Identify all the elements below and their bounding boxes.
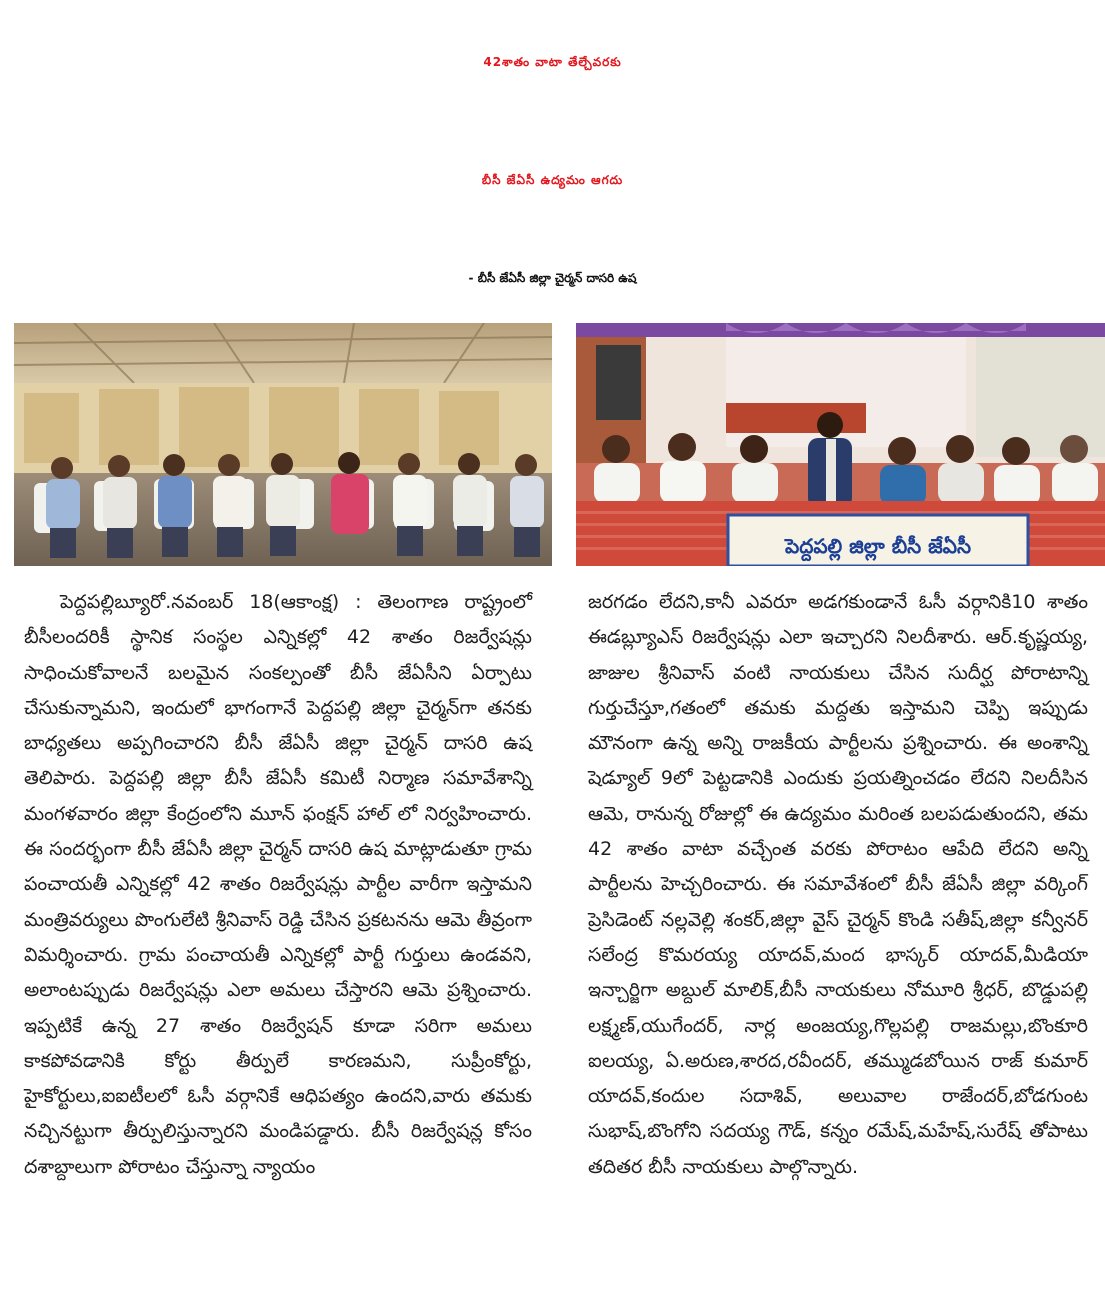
article-column-right [588, 585, 1088, 1185]
article-column-left [24, 585, 532, 1185]
headline-line-2: బీసీ జేఏసీ ఉద్యమం ఆగదు [481, 173, 624, 187]
headline-line-1: 42శాతం వాటా తేల్చేవరకు [483, 55, 622, 69]
subheadline: - బీసీ జేఏసీ జిల్లా చైర్మన్ దాసరి ఉష [468, 271, 637, 285]
audience-illustration [14, 323, 552, 566]
article-left-text: పెద్దపల్లిబ్యూరో.నవంబర్ 18(ఆకాంక్ష) : తెలంగాణ రాష్ట్రంలో బీసీలందరికీ స్థానిక సంస్థల ఎన్నికల్లో 42 శాతం రిజర్వేషన్లు సాధించుకోవాలనే బలమైన సంకల్పంతో బీసీ జేఏసీని ఏర్పాటు చేసుకున్నామని, ఇందులో భాగంగానే పెద్దపల్లి జిల్లా చైర్మన్‌గా తనకు బాధ్యతలు అప్పగించారని బీసీ జేఏసీ జిల్లా చైర్మన్ దాసరి ఉష తెలిపారు. పెద్దపల్లి జిల్లా బీసీ జేఏసీ కమిటీ నిర్మాణ సమావేశాన్ని మంగళవారం జిల్లా కేంద్రంలోని మూన్ ఫంక్షన్ హాల్ లో నిర్వహించారు. ఈ సందర్భంగా బీసీ జేఏసీ జిల్లా చైర్మన్ దాసరి ఉష మాట్లాడుతూ గ్రామ పంచాయతీ ఎన్నికల్లో 42 శాతం రిజర్వేషన్లు పార్టీల వారీగా ఇస్తామని మంత్రివర్యులు పొంగులేటి శ్రీనివాస్ రెడ్డి చేసిన ప్రకటనను ఆమె తీవ్రంగా విమర్శించారు. గ్రామ పంచాయతీ ఎన్నికల్లో పార్టీ గుర్తులు ఉండవని, అలాంటప్పుడు రిజర్వేషన్లు ఎలా అమలు చేస్తారని ఆమె ప్రశ్నించారు. ఇప్పటికే ఉన్న 27 శాతం రిజర్వేషన్ కూడా సరిగా అమలు కాకపోవడానికి కోర్టు తీర్పులే కారణమని, సుప్రీంకోర్టు, హైకోర్టులు,ఐఐటీలలో ఓసీ వర్గానికే ఆధిపత్యం ఉందని,వారు తమకు నచ్చినట్టుగా తీర్పులిస్తున్నారని మండిపడ్డారు. బీసీ రిజర్వేషన్ల కోసం దశాబ్దాలుగా పోరాటం చేస్తున్నా న్యాయం [24, 591, 532, 1178]
photo-audience [14, 323, 552, 566]
article-right-text: జరగడం లేదని,కానీ ఎవరూ అడగకుండానే ఓసీ వర్గానికి10 శాతం ఈడబ్ల్యూఎస్ రిజర్వేషన్లు ఎలా ఇచ్చారని నిలదీశారు. ఆర్.కృష్ణయ్య, జాజుల శ్రీనివాస్ వంటి నాయకులు చేసిన సుదీర్ఘ పోరాటాన్ని గుర్తుచేస్తూ,గతంలో తమకు మద్దతు ఇస్తామని చెప్పి ఇప్పుడు మౌనంగా ఉన్న అన్ని రాజకీయ పార్టీలను ప్రశ్నించారు. ఈ అంశాన్ని షెడ్యూల్ 9లో పెట్టడానికి ఎందుకు ప్రయత్నించడం లేదని నిలదీసిన ఆమె, రానున్న రోజుల్లో ఈ ఉద్యమం మరింత బలపడుతుందని, తమ 42 శాతం వాటా వచ్చేంత వరకు పోరాటం ఆపేది లేదని అన్ని పార్టీలను హెచ్చరించారు. ఈ సమావేశంలో బీసీ జేఏసీ జిల్లా వర్కింగ్ ప్రెసిడెంట్ నల్లవెల్లి శంకర్,జిల్లా వైస్ చైర్మన్ కొండి సతీష్,జిల్లా కన్వీనర్ సలేంద్ర కొమరయ్య యాదవ్,మంద భాస్కర్ యాదవ్,మీడియా ఇన్చార్జిగా అబ్దుల్ మాలిక్,బీసీ నాయకులు నోమూరి శ్రీధర్, బొడ్డుపల్లి లక్ష్మణ్,యుగేందర్, నార్ల అంజయ్య,గొల్లపల్లి రాజమల్లు,బొంకూరి ఐలయ్య, ఏ.అరుణ,శారద,రవీందర్, తమ్ముడబోయిన రాజ్ కుమార్ యాదవ్,కందుల సదాశివ్, అలువాల రాజేందర్,బోడగుంట సుభాష్,బొంగోని సదయ్య గౌడ్, కన్నం రమేష్,మహేష్,సురేష్ తోపాటు తదితర బీసీ నాయకులు పాల్గొన్నారు. [588, 591, 1088, 1178]
banner-text: పెద్దపల్లి జిల్లా బీసీ జేఏసీ [784, 534, 972, 558]
head-table-illustration [576, 323, 1105, 566]
photo-head-table [576, 323, 1105, 566]
